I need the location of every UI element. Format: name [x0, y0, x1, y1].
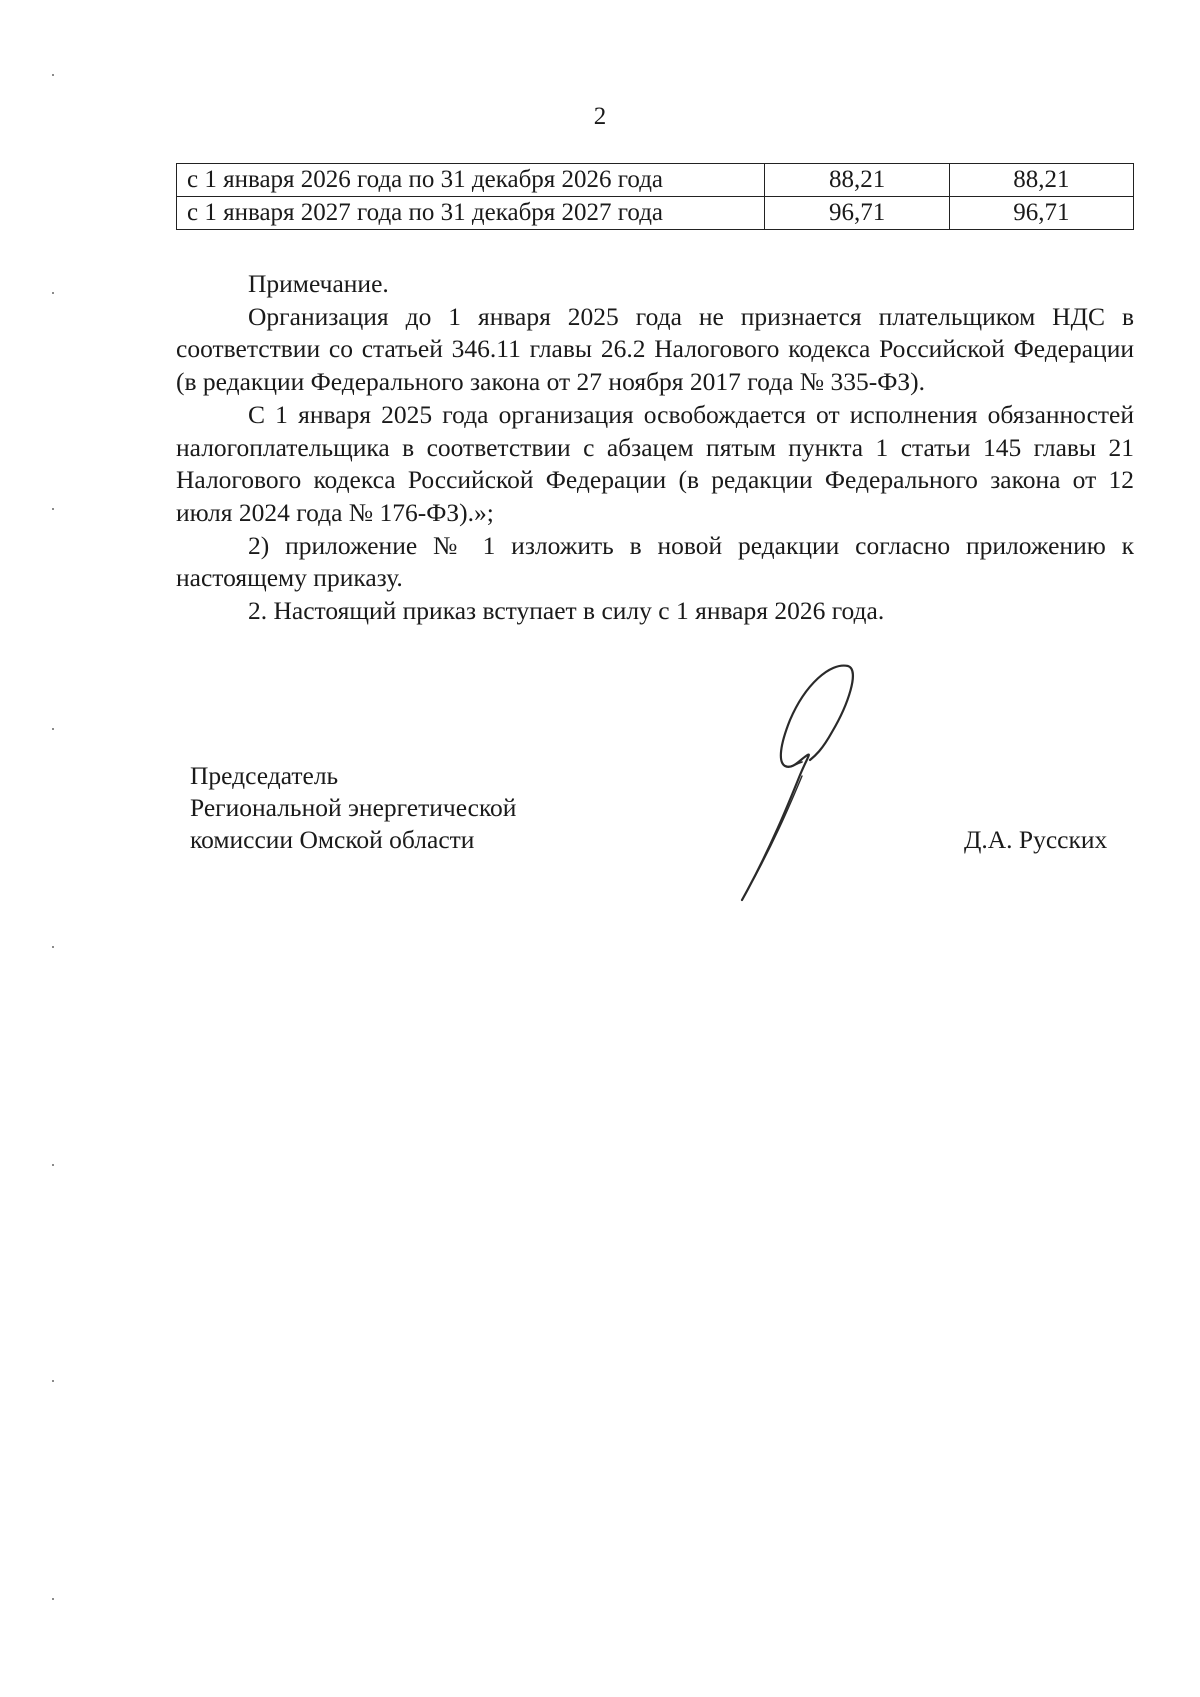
paragraph: Организация до 1 января 2025 года не признается плательщиком НДС в соответствии со статьей 346.11 главы 26.2 Налогового кодекса Российской Федерации (в редакции Федерального закона от 27 ноября 2017 года № 335-ФЗ). [176, 301, 1134, 397]
table-cell-value: 96,71 [949, 197, 1133, 230]
signer-position-line: комиссии Омской области [190, 825, 475, 854]
scan-margin-dot [52, 728, 54, 730]
scan-margin-dot [52, 946, 54, 948]
handwritten-signature [730, 660, 890, 910]
scan-margin-dot [52, 508, 54, 510]
table-row [177, 164, 1134, 197]
table-cell-value: 88,21 [765, 164, 949, 197]
scan-margin-dot [52, 1380, 54, 1382]
paragraph: 2. Настоящий приказ вступает в силу с 1 января 2026 года. [248, 596, 885, 626]
table-cell-period: с 1 января 2026 года по 31 декабря 2026 года [177, 164, 765, 197]
table-cell-period: с 1 января 2027 года по 31 декабря 2027 года [177, 197, 765, 230]
scan-margin-dot [52, 292, 54, 294]
note-heading: Примечание. [248, 269, 389, 298]
paragraph: С 1 января 2025 года организация освобождается от исполнения обязанностей налогоплательщика в соответствии с абзацем пятым пункта 1 статьи 145 главы 21 Налогового кодекса Российской Федерации (в редакции Федерального закона от 12 июля 2024 года № 176-ФЗ).»; [176, 399, 1134, 527]
paragraph: 2) приложение № 1 изложить в новой редакции согласно приложению к настоящему приказу. [176, 530, 1134, 593]
page-number: 2 [593, 103, 607, 130]
table-cell-value: 96,71 [765, 197, 949, 230]
scan-margin-dot [52, 1598, 54, 1600]
scan-margin-dot [52, 74, 54, 76]
scan-margin-dot [52, 1164, 54, 1166]
tariff-table [176, 163, 1134, 230]
signer-position-line: Председатель [190, 761, 339, 790]
signer-name: Д.А. Русских [964, 825, 1108, 854]
signer-position [190, 760, 516, 856]
document-body [176, 268, 1134, 628]
table-cell-value: 88,21 [949, 164, 1133, 197]
signer-position-line: Региональной энергетической [190, 793, 517, 822]
table-row [177, 197, 1134, 230]
